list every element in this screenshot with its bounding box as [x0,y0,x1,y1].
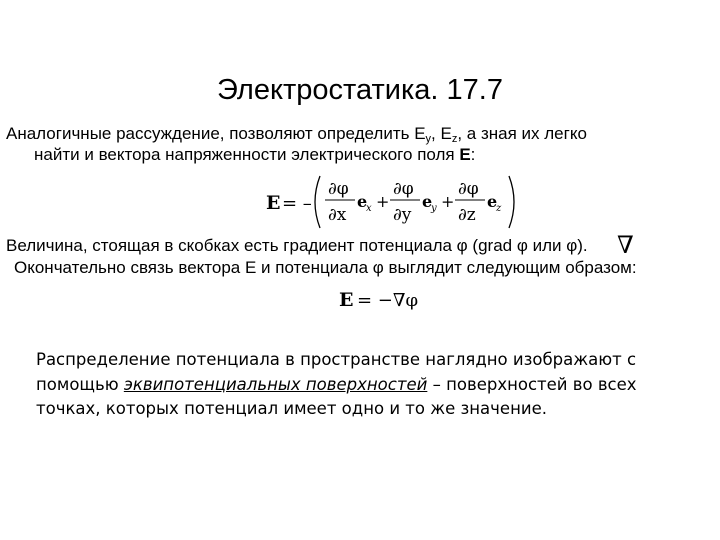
text: Аналогичные рассуждение, позволяют определить E [6,124,426,143]
left-paren [315,176,320,228]
subscript-y: y [425,133,432,145]
paragraph-2-line-1 [6,236,588,256]
unit-ex-sub: x [366,203,372,214]
paragraph-1-line-1 [6,124,587,144]
slide-title: Электростатика. 17.7 [217,74,503,106]
formula-equals-minus: = – [282,193,312,214]
text: – поверхностей во всех [427,374,637,394]
right-paren [509,176,514,228]
partial-phi-1: ∂φ [328,179,349,199]
field-potential-formula [335,286,435,314]
plus-2: + [441,192,455,211]
unit-ex: e [357,192,368,211]
partial-z: ∂z [458,205,476,225]
text: найти и вектора напряженности электрического поля [34,145,460,164]
partial-y: ∂y [393,205,412,225]
paragraph-3 [36,348,696,422]
unit-ez-sub: z [496,203,502,214]
formula-rhs: = −∇φ [357,290,419,311]
unit-ey: e [422,192,433,211]
text: φ). [566,236,588,255]
formula-E: E [266,192,281,214]
text: : [470,145,476,164]
text: Величина, стоящая в скобках есть градиент потенциала φ (grad φ или [6,236,567,255]
paragraph-2-line-2: Окончательно связь вектора E и потенциала φ выглядит следующим образом: [14,258,637,277]
unit-ey-sub: y [431,203,437,214]
text: , а зная их легко [457,124,587,143]
plus-1: + [376,192,390,211]
paragraph-3-line-3: точках, которых потенциал имеет одно и то же значение. [36,399,547,418]
partial-x: ∂x [328,205,347,225]
partial-phi-2: ∂φ [393,179,414,199]
formula-E: E [339,289,354,311]
gradient-formula [262,170,522,234]
unit-ez: e [487,192,498,211]
partial-phi-3: ∂φ [458,179,479,199]
paragraph-3-line-2 [36,373,696,398]
vector-E: E [459,145,471,164]
text: , E [431,124,452,143]
subscript-z: z [451,133,458,145]
text: помощью [36,374,124,394]
paragraph-3-line-1: Распределение потенциала в пространстве наглядно изображают с [36,350,637,369]
nabla-symbol: ∇ [617,231,634,259]
term-equipotential-surfaces: эквипотенциальных поверхностей [123,374,428,394]
paragraph-1-line-2 [34,145,475,165]
